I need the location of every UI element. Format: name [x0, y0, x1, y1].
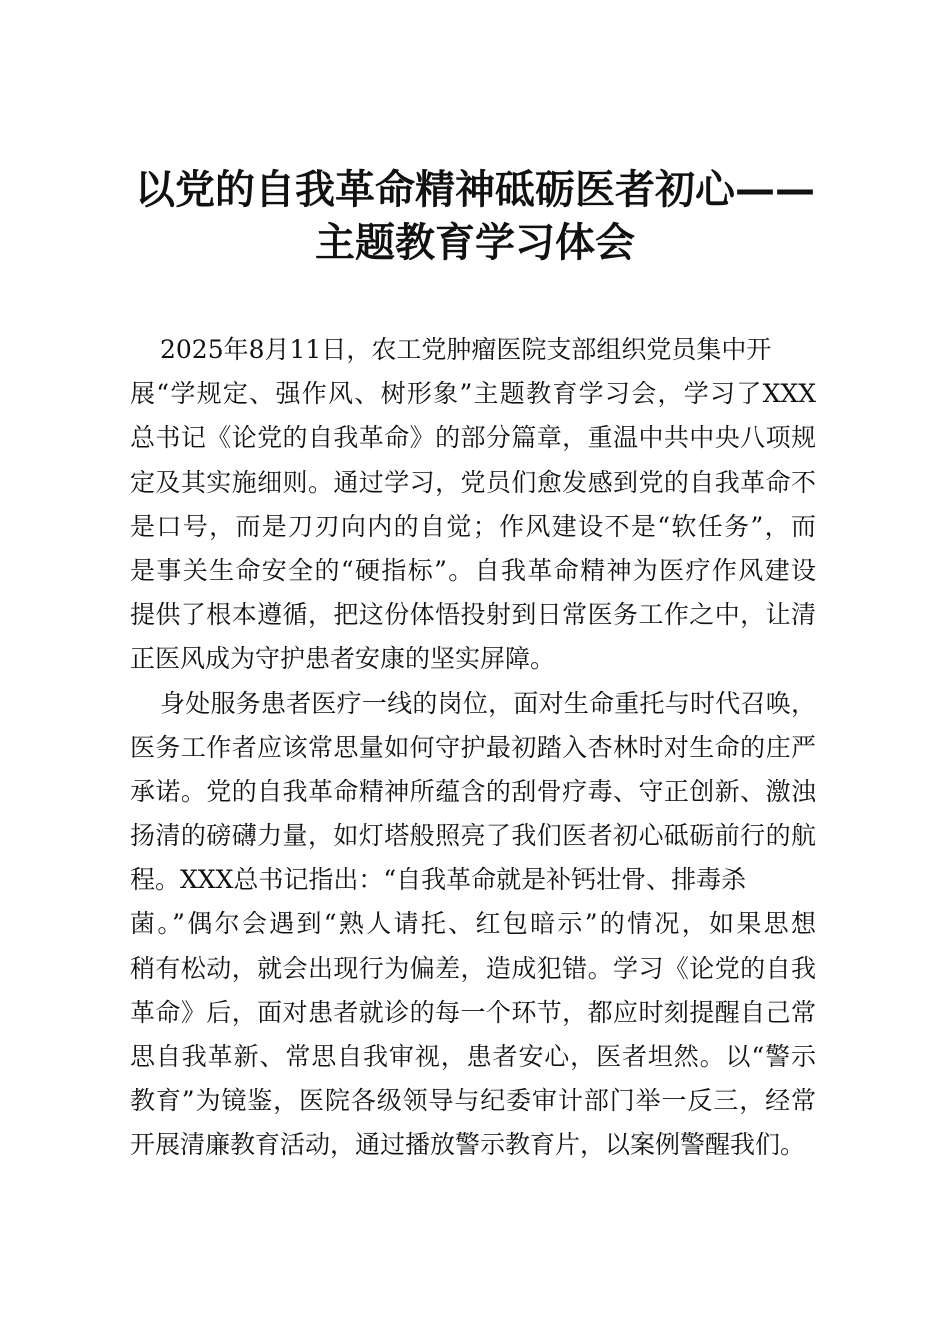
text-line: 身处服务患者医疗一线的岗位，面对生命重托与时代召唤， — [160, 688, 816, 718]
text-line: 医务工作者应该常思量如何守护最初踏入杏林时对生命的庄严 — [130, 732, 816, 762]
text-line: 教育”为镜鉴，医院各级领导与纪委审计部门举一反三，经常 — [130, 1086, 816, 1116]
document-body — [130, 328, 816, 1168]
text-line: 2025年8月11日，农工党肿瘤医院支部组织党员集中开 — [160, 335, 772, 364]
text-line: 展“学规定、强作风、树形象”主题教育学习会，学习了XXX — [130, 379, 816, 409]
paragraph-1 — [130, 328, 816, 682]
text-line: 菌。”偶尔会遇到“熟人请托、红包暗示”的情况，如果思想 — [130, 909, 816, 939]
document-title-line-2: 主题教育学习体会 — [315, 220, 635, 266]
text-line: 提供了根本遵循，把这份体悟投射到日常医务工作之中，让清 — [130, 600, 816, 630]
text-line: 稍有松动，就会出现行为偏差，造成犯错。学习《论党的自我 — [130, 953, 816, 983]
text-line: 定及其实施细则。通过学习，党员们愈发感到党的自我革命不 — [130, 467, 816, 497]
text-line: 正医风成为守护患者安康的坚实屏障。 — [130, 644, 556, 674]
text-line: 是口号，而是刀刃向内的自觉；作风建设不是“软任务”，而 — [130, 511, 816, 541]
text-line: 开展清廉教育活动，通过播放警示教育片，以案例警醒我们。 — [130, 1130, 806, 1160]
document-title-line-1: 以党的自我革命精神砥砺医者初心—— — [135, 167, 815, 213]
text-line: 扬清的磅礴力量，如灯塔般照亮了我们医者初心砥砺前行的航 — [130, 821, 816, 851]
text-line: 革命》后，面对患者就诊的每一个环节，都应时刻提醒自己常 — [130, 997, 816, 1027]
text-line: 思自我革新、常思自我审视，患者安心，医者坦然。以“警示 — [130, 1042, 816, 1071]
text-line: 总书记《论党的自我革命》的部分篇章，重温中共中央八项规 — [130, 423, 816, 453]
text-line: 是事关生命安全的“硬指标”。自我革命精神为医疗作风建设 — [130, 555, 816, 585]
paragraph-2 — [130, 682, 816, 1168]
text-line: 程。XXX总书记指出：“自我革命就是补钙壮骨、排毒杀 — [130, 865, 747, 895]
text-line: 承诺。党的自我革命精神所蕴含的刮骨疗毒、守正创新、激浊 — [130, 776, 816, 806]
